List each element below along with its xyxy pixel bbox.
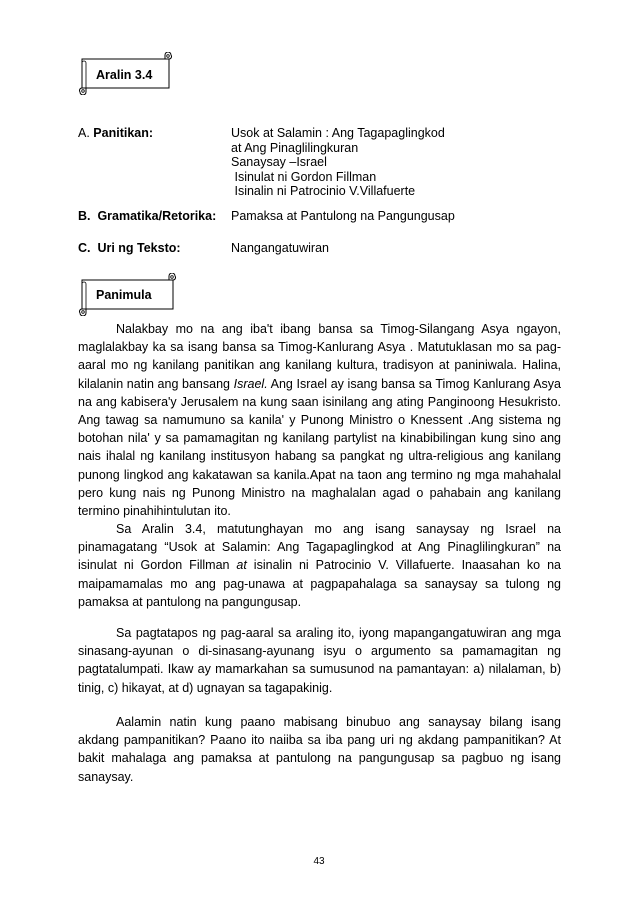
page-number: 43	[313, 856, 325, 867]
section-scroll-banner	[76, 273, 180, 316]
lesson-title: Aralin 3.4	[96, 68, 153, 82]
panitikan-value: Usok at Salamin : Ang Tagapaglingkod at Ang Pinaglilingkuran Sanaysay –Israel Isinulat ni Gordon Fillman Isinalin ni Patrocinio V.Villafuerte	[231, 126, 445, 198]
paragraph-1: Nalakbay mo na ang iba't ibang bansa sa Timog-Silangang Asya ngayon, maglalakbay ka sa isang bansa sa Timog-Kanlurang Asya . Matutuklasan mo sa pag-aaral mo ng kanilang panitikan ang kanilang kultura, tradisyon at paniniwala. Halina, kilalanin natin ang bansang Israel. Ang Israel ay isang bansa sa Timog Kanlurang Asya na ang kabisera'y Jerusalem na kung saan isinilang ang ating Panginoong Hesukristo. Ang tawag sa namumuno sa kanila' y Punong Ministro o Knessent .Ang sistema ng botohan nila' y sa pamamagitan ng kanilang partylist na kinabibilingan kung sino ang nais ihalal ng kanilang institusyon habang sa pangkat ng ultra-religious ang kanilang punong lingkod ang kakatawan sa kanila.Apat na taon ang termino ng mga mahahalal pero kung nais ng Punong Ministro na maghalalan agad o pahabain ang kanilang termino pinahihintulutan ito.	[78, 322, 561, 519]
paragraph-2: Sa Aralin 3.4, matutunghayan mo ang isang sanaysay ng Israel na pinamagatang “Usok at Salamin: Ang Tagapaglingkod at Ang Pinaglilingkuran” na isinulat ni Gordon Fillman at isinalin ni Patrocinio V. Villafuerte. Inaasahan ko na maipamamalas mo ang pag-unawa at pagpapahalaga sa sanaysay sa tulong ng pamaksa at pantulong na pangungusap.	[78, 522, 561, 609]
uri-value: Nangangatuwiran	[231, 241, 329, 255]
paragraph-4: Aalamin natin kung paano mabisang binubuo ang sanaysay bilang isang akdang pampanitikan? Paano ito naiiba sa iba pang uri ng akdang pampanitikan? At bakit mahalaga ang pamaksa at pantulong na pangungusap sa pagbuo ng isang sanaysay.	[78, 715, 561, 784]
gramatika-label: B. Gramatika/Retorika:	[78, 209, 217, 223]
panitikan-label: A. Panitikan:	[78, 126, 154, 140]
lesson-scroll-banner	[76, 52, 176, 95]
gramatika-value: Pamaksa at Pantulong na Pangungusap	[231, 209, 455, 223]
section-title: Panimula	[96, 288, 152, 302]
uri-label: C. Uri ng Teksto:	[78, 241, 181, 255]
paragraph-3: Sa pagtatapos ng pag-aaral sa araling ito, iyong mapangangatuwiran ang mga sinasang-ayunan o di-sinasang-ayunang isyu o argumento sa pamamagitan ng pagtatalumpati. Ikaw ay mamarkahan sa sumusunod na pamantayan: a) nilalaman, b) tinig, c) hikayat, at d) ugnayan sa tagapakinig.	[78, 626, 561, 695]
